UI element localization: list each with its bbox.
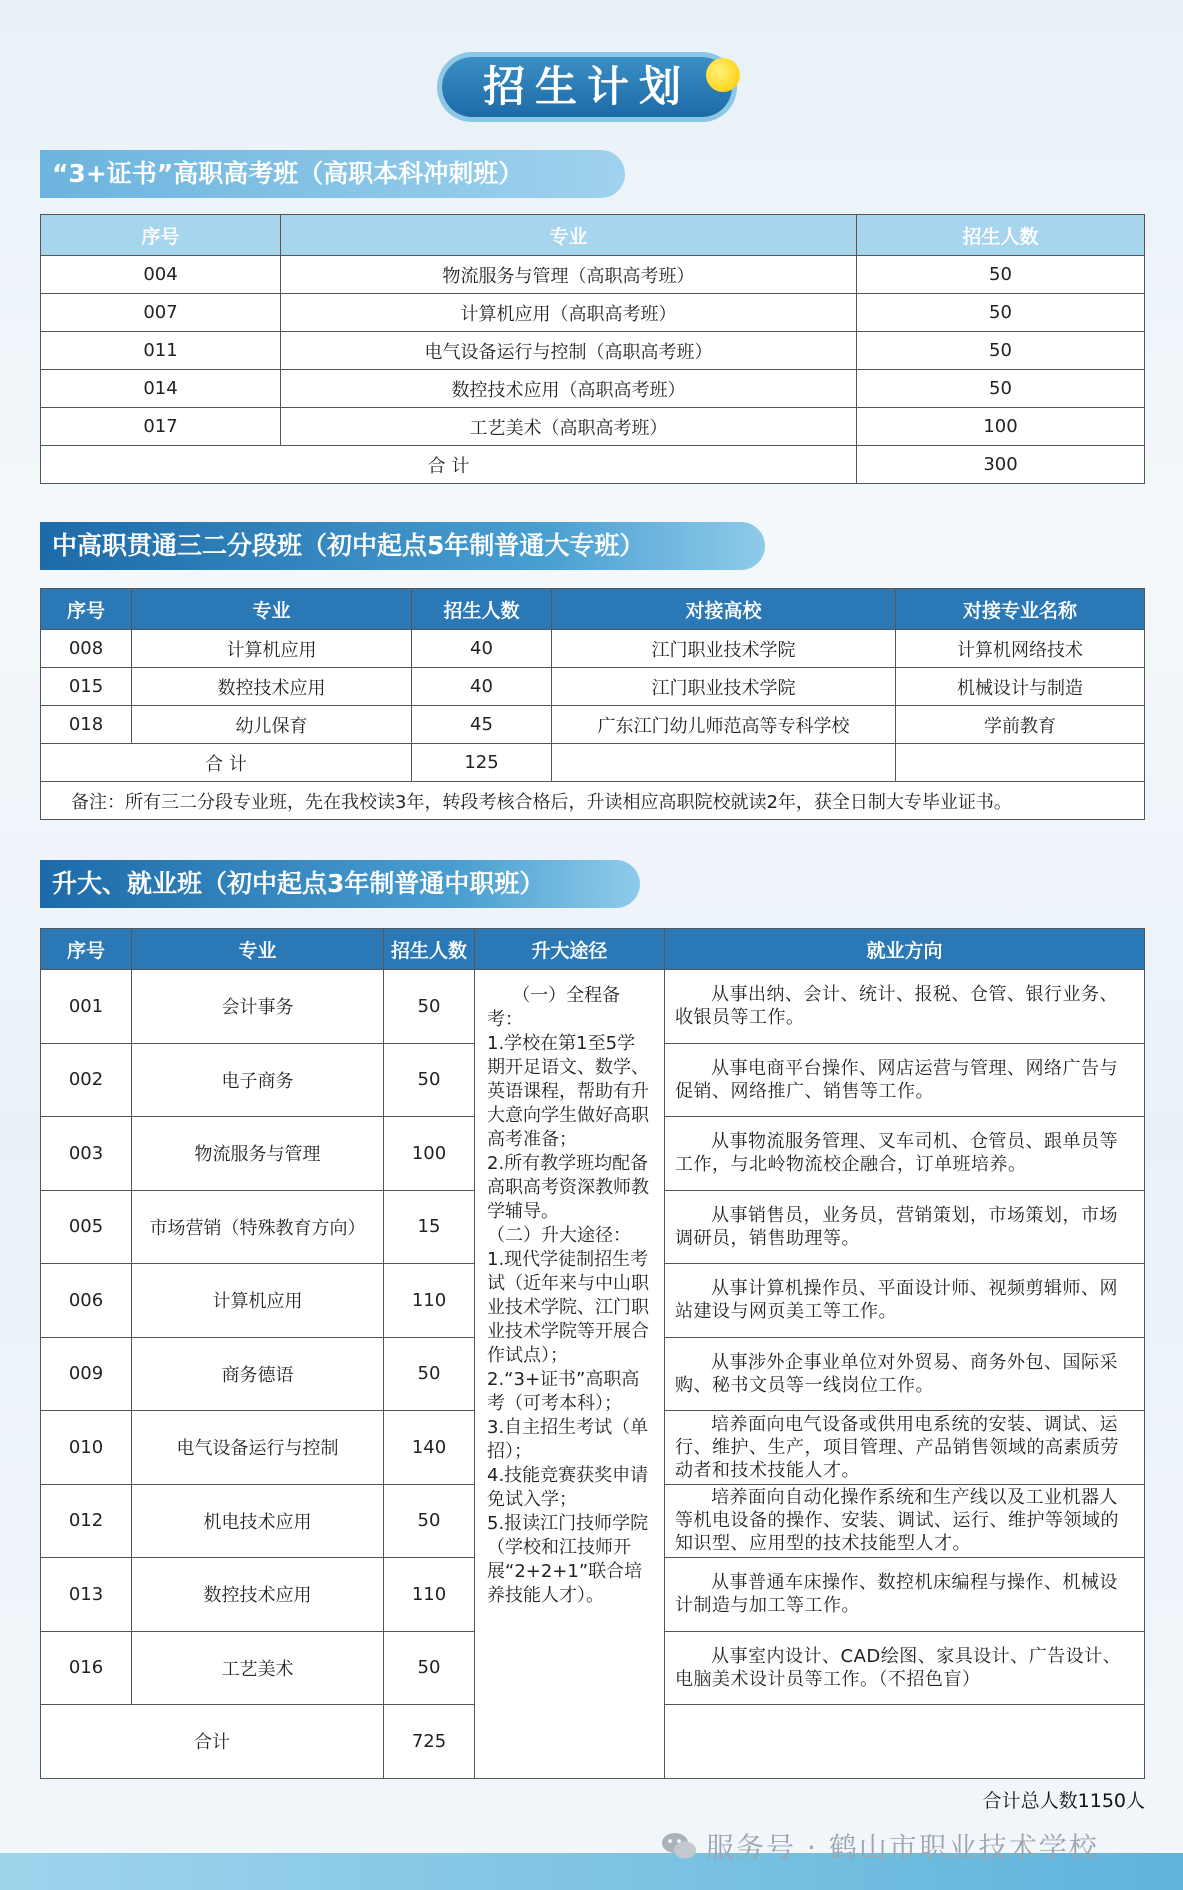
cell-career: 从事普通车床操作、数控机床编程与操作、机械设计制造与加工等工作。 xyxy=(665,1558,1145,1632)
col-header-major: 专业 xyxy=(132,929,384,970)
cell-college: 江门职业技术学院 xyxy=(552,630,896,668)
col-header-quota: 招生人数 xyxy=(857,215,1145,256)
pathway-line: 4.技能竞赛获奖申请免试入学； xyxy=(487,1465,649,1510)
page-title: 招生计划 xyxy=(442,57,732,117)
cell-seq: 001 xyxy=(41,970,132,1044)
cell-seq: 008 xyxy=(41,630,132,668)
col-header-major: 专业 xyxy=(132,589,412,630)
section3-table xyxy=(40,928,1145,1779)
table-row xyxy=(41,668,1145,706)
cell-major: 机电技术应用 xyxy=(132,1484,384,1558)
cell-career: 从事室内设计、CAD绘图、家具设计、广告设计、电脑美术设计员等工作。（不招色盲） xyxy=(665,1631,1145,1705)
cell-career: 从事计算机操作员、平面设计师、视频剪辑师、网站建设与网页美工等工作。 xyxy=(665,1264,1145,1338)
empty-cell xyxy=(665,1705,1145,1779)
cell-major: 数控技术应用（高职高考班） xyxy=(281,370,857,408)
table-row xyxy=(41,630,1145,668)
pathway-line: （二）升大途径： xyxy=(487,1225,631,1246)
pathway-line: 3.自主招生考试（单招）； xyxy=(487,1417,649,1462)
col-header-seq: 序号 xyxy=(41,589,132,630)
pathway-line: 2.所有教学班均配备高职高考资深教师教学辅导。 xyxy=(487,1153,649,1222)
col-header-quota: 招生人数 xyxy=(412,589,552,630)
cell-quota: 50 xyxy=(384,1484,475,1558)
cell-career: 从事出纳、会计、统计、报税、仓管、银行业务、收银员等工作。 xyxy=(665,970,1145,1044)
cell-quota: 45 xyxy=(412,706,552,744)
cell-career: 培养面向电气设备或供用电系统的安装、调试、运行、维护、生产，项目管理、产品销售领域的高素质劳动者和技术技能人才。 xyxy=(665,1411,1145,1485)
note-text: 备注：所有三二分段专业班，先在我校读3年，转段考核合格后，升读相应高职院校就读2年，获全日制大专毕业证书。 xyxy=(41,782,1145,820)
section1-table xyxy=(40,214,1145,484)
cell-college: 广东江门幼儿师范高等专科学校 xyxy=(552,706,896,744)
total-row xyxy=(41,446,1145,484)
cell-seq: 013 xyxy=(41,1558,132,1632)
table-row xyxy=(41,370,1145,408)
cell-major: 数控技术应用 xyxy=(132,668,412,706)
cell-career: 从事涉外企事业单位对外贸易、商务外包、国际采购、秘书文员等一线岗位工作。 xyxy=(665,1337,1145,1411)
cell-quota: 50 xyxy=(857,370,1145,408)
cell-major: 市场营销（特殊教育方向） xyxy=(132,1190,384,1264)
col-header-quota: 招生人数 xyxy=(384,929,475,970)
table-row xyxy=(41,408,1145,446)
wechat-icon xyxy=(660,1831,698,1861)
empty-cell xyxy=(896,744,1145,782)
cell-quota: 110 xyxy=(384,1264,475,1338)
total-value: 725 xyxy=(384,1705,475,1779)
cell-major: 工艺美术 xyxy=(132,1631,384,1705)
cell-quota: 50 xyxy=(384,1631,475,1705)
cell-partner-major: 学前教育 xyxy=(896,706,1145,744)
cell-major: 会计事务 xyxy=(132,970,384,1044)
total-row xyxy=(41,744,1145,782)
cell-major: 数控技术应用 xyxy=(132,1558,384,1632)
table-row xyxy=(41,294,1145,332)
cell-major: 物流服务与管理 xyxy=(132,1117,384,1191)
pathway-line: 1.现代学徒制招生考试（近年来与中山职业技术学院、江门职业技术学院等开展合作试点）； xyxy=(487,1249,649,1366)
cell-seq: 018 xyxy=(41,706,132,744)
cell-career: 从事物流服务管理、叉车司机、仓管员、跟单员等工作，与北岭物流校企融合，订单班培养。 xyxy=(665,1117,1145,1191)
cell-seq: 002 xyxy=(41,1043,132,1117)
pathway-line: 1.学校在第1至5学期开足语文、数学、英语课程，帮助有升大意向学生做好高职高考准备； xyxy=(487,1033,649,1150)
section1-title: “3+证书”高职高考班（高职本科冲刺班） xyxy=(40,150,625,198)
cell-major: 计算机应用（高职高考班） xyxy=(281,294,857,332)
cell-quota: 110 xyxy=(384,1558,475,1632)
cell-quota: 15 xyxy=(384,1190,475,1264)
col-header-career: 就业方向 xyxy=(665,929,1145,970)
sun-decoration-icon xyxy=(706,58,740,92)
cell-career: 从事销售员，业务员，营销策划，市场策划，市场调研员，销售助理等。 xyxy=(665,1190,1145,1264)
cell-seq: 006 xyxy=(41,1264,132,1338)
col-header-partner-college: 对接高校 xyxy=(552,589,896,630)
cell-seq: 017 xyxy=(41,408,281,446)
cell-seq: 014 xyxy=(41,370,281,408)
cell-quota: 50 xyxy=(384,970,475,1044)
table-row xyxy=(41,706,1145,744)
col-header-seq: 序号 xyxy=(41,215,281,256)
cell-quota: 50 xyxy=(857,256,1145,294)
total-label: 合计 xyxy=(41,1705,384,1779)
cell-seq: 009 xyxy=(41,1337,132,1411)
cell-quota: 100 xyxy=(384,1117,475,1191)
empty-cell xyxy=(552,744,896,782)
cell-seq: 004 xyxy=(41,256,281,294)
total-label: 合 计 xyxy=(41,446,857,484)
cell-seq: 012 xyxy=(41,1484,132,1558)
cell-seq: 007 xyxy=(41,294,281,332)
cell-major: 工艺美术（高职高考班） xyxy=(281,408,857,446)
pathway-line: 5.报读江门技师学院（学校和江技师开展“2+2+1”联合培养技能人才）。 xyxy=(487,1513,649,1606)
cell-career: 从事电商平台操作、网店运营与管理、网络广告与促销、网络推广、销售等工作。 xyxy=(665,1043,1145,1117)
table-row xyxy=(41,256,1145,294)
section3-title: 升大、就业班（初中起点3年制普通中职班） xyxy=(40,860,640,908)
grand-total: 合计总人数1150人 xyxy=(982,1790,1145,1812)
cell-seq: 011 xyxy=(41,332,281,370)
total-value: 125 xyxy=(412,744,552,782)
cell-quota: 50 xyxy=(384,1337,475,1411)
col-header-partner-major: 对接专业名称 xyxy=(896,589,1145,630)
col-header-pathway: 升大途径 xyxy=(475,929,665,970)
cell-quota: 40 xyxy=(412,630,552,668)
cell-quota: 50 xyxy=(384,1043,475,1117)
cell-partner-major: 计算机网络技术 xyxy=(896,630,1145,668)
cell-seq: 010 xyxy=(41,1411,132,1485)
cell-seq: 015 xyxy=(41,668,132,706)
cell-college: 江门职业技术学院 xyxy=(552,668,896,706)
section2-table xyxy=(40,588,1145,820)
table-row xyxy=(41,332,1145,370)
cell-seq: 003 xyxy=(41,1117,132,1191)
cell-quota: 50 xyxy=(857,332,1145,370)
cell-major: 计算机应用 xyxy=(132,630,412,668)
cell-major: 电子商务 xyxy=(132,1043,384,1117)
cell-career: 培养面向自动化操作系统和生产线以及工业机器人等机电设备的操作、安装、调试、运行、维护等领域的知识型、应用型的技术技能型人才。 xyxy=(665,1484,1145,1558)
pathway-line: （一）全程备考： xyxy=(487,985,621,1030)
watermark-text: 服务号 · 鹤山市职业技术学校 xyxy=(706,1831,1099,1864)
total-label: 合 计 xyxy=(41,744,412,782)
cell-major: 计算机应用 xyxy=(132,1264,384,1338)
cell-seq: 005 xyxy=(41,1190,132,1264)
cell-partner-major: 机械设计与制造 xyxy=(896,668,1145,706)
cell-major: 电气设备运行与控制（高职高考班） xyxy=(281,332,857,370)
cell-quota: 40 xyxy=(412,668,552,706)
col-header-seq: 序号 xyxy=(41,929,132,970)
cell-seq: 016 xyxy=(41,1631,132,1705)
cell-major: 电气设备运行与控制 xyxy=(132,1411,384,1485)
cell-major: 物流服务与管理（高职高考班） xyxy=(281,256,857,294)
note-row xyxy=(41,782,1145,820)
cell-quota: 100 xyxy=(857,408,1145,446)
cell-quota: 140 xyxy=(384,1411,475,1485)
cell-major: 商务德语 xyxy=(132,1337,384,1411)
cell-quota: 50 xyxy=(857,294,1145,332)
col-header-major: 专业 xyxy=(281,215,857,256)
total-value: 300 xyxy=(857,446,1145,484)
pathway-cell xyxy=(475,970,665,1779)
section2-title: 中高职贯通三二分段班（初中起点5年制普通大专班） xyxy=(40,522,765,570)
pathway-line: 2.“3+证书”高职高考（可考本科）； xyxy=(487,1369,640,1414)
table-row xyxy=(41,970,1145,1044)
watermark xyxy=(660,1826,1099,1866)
cell-major: 幼儿保育 xyxy=(132,706,412,744)
